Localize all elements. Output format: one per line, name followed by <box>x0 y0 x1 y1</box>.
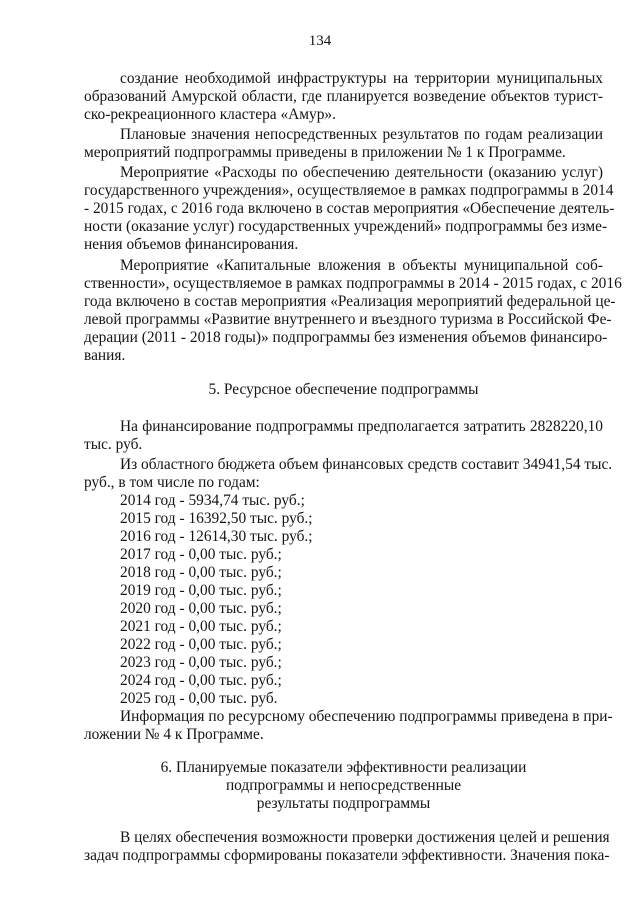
paragraph-line: На финансирование подпрограммы предполагается затратить 2828220,10 <box>120 418 603 435</box>
list-item: 2021 год - 0,00 тыс. руб.; <box>120 618 282 635</box>
section-heading-line: подпрограммы и непосредственные <box>225 777 462 794</box>
paragraph-line: Мероприятие «Расходы по обеспечению деятельности (оказанию услуг) <box>120 164 603 181</box>
list-item: 2015 год - 16392,50 тыс. руб.; <box>120 510 313 527</box>
paragraph-line: ности (оказание услуг) государственных учреждений» подпрограммы без изме- <box>84 218 608 235</box>
paragraph-line: дерации (2011 - 2018 годы)» подпрограммы без изменения объемов финансиро- <box>84 329 608 346</box>
list-item: 2017 год - 0,00 тыс. руб.; <box>120 546 282 563</box>
paragraph-line: Из областного бюджета объем финансовых средств составит 34941,54 тыс. <box>120 456 613 473</box>
paragraph-line: вания. <box>84 347 126 364</box>
paragraph-line: создание необходимой инфраструктуры на территории муниципальных <box>120 70 603 87</box>
paragraph-line: Мероприятие «Капитальные вложения в объекты муниципальной соб- <box>120 257 603 274</box>
section-heading-line: результаты подпрограммы <box>256 795 431 812</box>
paragraph-line: В целях обеспечения возможности проверки достижения целей и решения <box>120 829 610 846</box>
paragraph-line: года включено в состав мероприятия «Реализация мероприятий федеральной це- <box>84 293 616 310</box>
list-item: 2020 год - 0,00 тыс. руб.; <box>120 600 282 617</box>
section-heading-line: 6. Планируемые показатели эффективности реализации <box>160 759 527 776</box>
paragraph-line: Информация по ресурсному обеспечению подпрограммы приведена в при- <box>120 708 613 725</box>
paragraph-line: тыс. руб. <box>84 436 143 453</box>
paragraph-line: мероприятий подпрограммы приведены в приложении № 1 к Программе. <box>84 144 566 161</box>
list-item: 2016 год - 12614,30 тыс. руб.; <box>120 528 313 545</box>
paragraph-line: ско-рекреационного кластера «Амур». <box>84 106 336 123</box>
paragraph-line: ственности», осуществляемое в рамках подпрограммы в 2014 - 2015 годах, с 2016 <box>84 275 622 292</box>
list-item: 2022 год - 0,00 тыс. руб.; <box>120 636 282 653</box>
list-item: 2024 год - 0,00 тыс. руб.; <box>120 672 282 689</box>
paragraph-line: Плановые значения непосредственных результатов по годам реализации <box>120 126 603 143</box>
list-item: 2025 год - 0,00 тыс. руб. <box>120 690 278 707</box>
paragraph-line: ложении № 4 к Программе. <box>84 726 264 743</box>
list-item: 2023 год - 0,00 тыс. руб.; <box>120 654 282 671</box>
list-item: 2018 год - 0,00 тыс. руб.; <box>120 564 282 581</box>
paragraph-line: левой программы «Развитие внутреннего и въездного туризма в Российской Фе- <box>84 311 612 328</box>
paragraph-line: государственного учреждения», осуществляемое в рамках подпрограммы в 2014 <box>84 182 614 199</box>
list-item: 2019 год - 0,00 тыс. руб.; <box>120 582 282 599</box>
page-number: 134 <box>308 33 332 49</box>
paragraph-line: - 2015 годах, с 2016 года включено в состав мероприятия «Обеспечение деятель- <box>84 200 615 217</box>
list-item: 2014 год - 5934,74 тыс. руб.; <box>120 492 305 509</box>
paragraph-line: руб., в том числе по годам: <box>84 474 260 491</box>
paragraph-line: задач подпрограммы сформированы показатели эффективности. Значения пока- <box>84 847 610 864</box>
paragraph-line: нения объемов финансирования. <box>84 236 299 253</box>
section-heading: 5. Ресурсное обеспечение подпрограммы <box>208 381 479 398</box>
paragraph-line: образований Амурской области, где планируется возведение объектов турист- <box>84 88 603 105</box>
